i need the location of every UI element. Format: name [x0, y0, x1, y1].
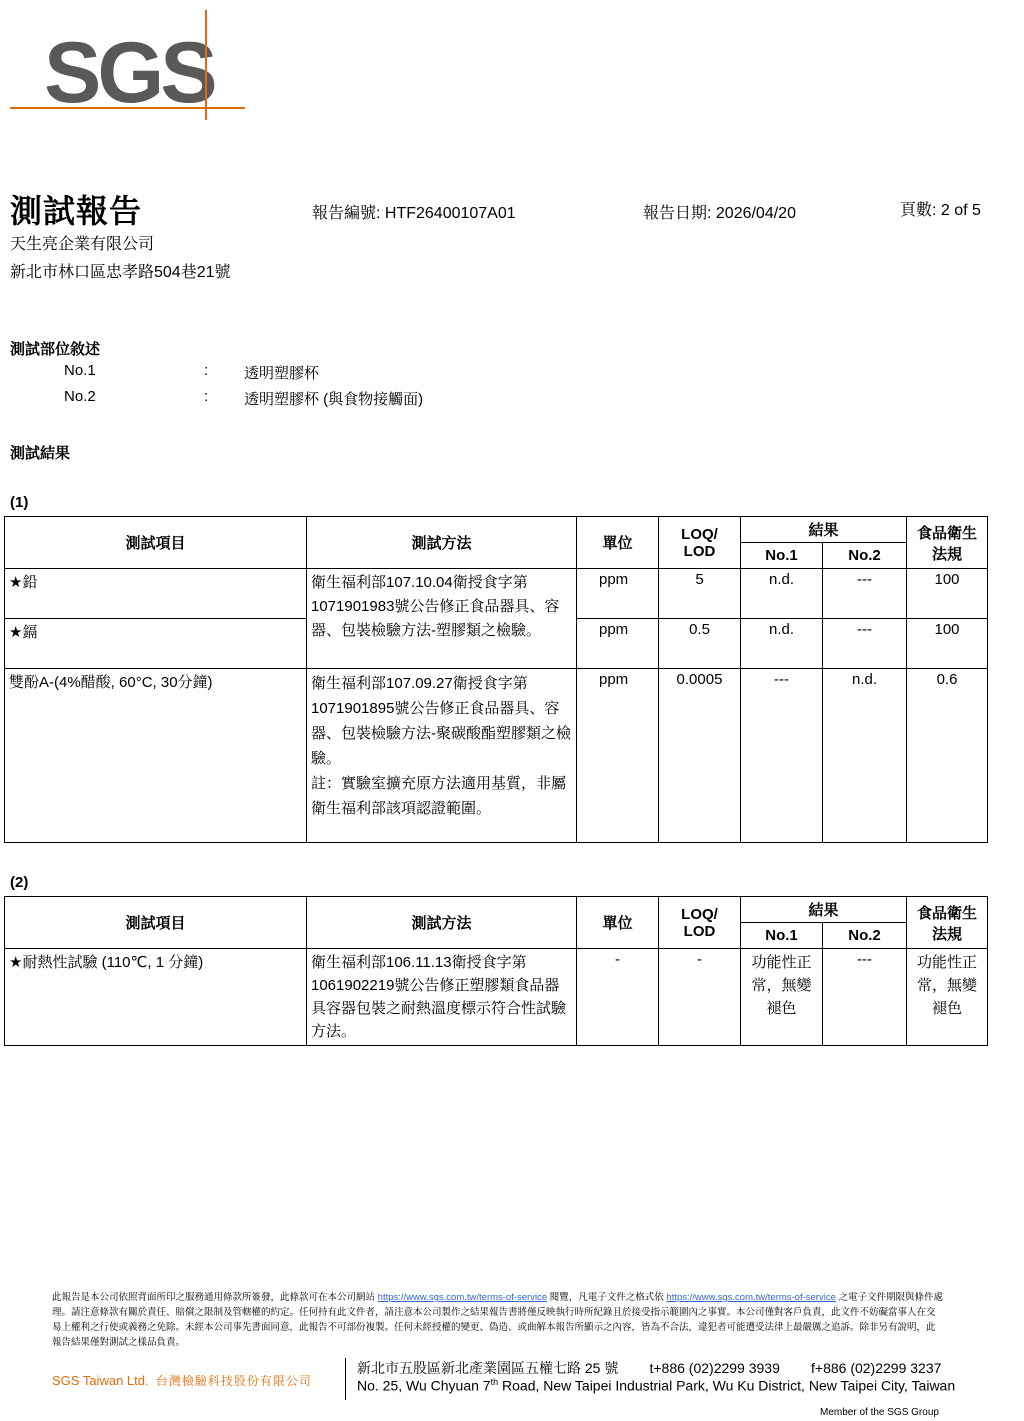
table2-label: (2) [10, 874, 29, 891]
part-no1-desc: 透明塑膠杯 [244, 365, 320, 382]
row-cadmium-item: ★鎘 [5, 619, 307, 669]
header-no1: No.1 [741, 543, 823, 569]
row-heat-no1: 功能性正常，無變褪色 [741, 949, 823, 1046]
footer-fax: f+886 (02)2299 3237 [811, 1360, 942, 1376]
row-heat-regulation: 功能性正常，無變褪色 [907, 949, 988, 1046]
part-no1-colon: : [204, 362, 209, 379]
sgs-taiwan-name: SGS Taiwan Ltd. 台灣檢驗科技股份有限公司 [52, 1373, 312, 1388]
row-cadmium-unit: ppm [577, 619, 659, 669]
header-test-item: 測試項目 [5, 517, 307, 569]
parts-heading: 測試部位敘述 [10, 341, 101, 358]
footer-address-en: No. 25, Wu Chyuan 7th Road, New Taipei Industrial Park, Wu Ku District, New Taipei City, Taiwan [357, 1377, 956, 1394]
header-no2: No.2 [823, 543, 907, 569]
row-bpa-no1: --- [741, 669, 823, 843]
row-heat-no2: --- [823, 949, 907, 1046]
row-lead-item: ★鉛 [5, 569, 307, 619]
row-bpa-loq: 0.0005 [659, 669, 741, 843]
results-table-1 [4, 516, 988, 843]
footer-disclaimer: 此報告是本公司依照背面所印之服務通用條款所簽發，此條款可在本公司網站 https://www.sgs.com.tw/terms-of-service 閱覽，凡電子文件之格式依 https://www.sgs.com.tw/terms-of-service 之電子文件期限與條件處理。請注意條款有關於責任、賠償之限制及管轄權的約定。任何持有此文件者，請注意本公司製作之結果報告書將僅反映執行時所紀錄且於接受指示範圍內之事實。本公司僅對客戶負責，此文件不妨礙當事人在交易上權利之行使或義務之免除。未經本公司事先書面同意，此報告不可部份複製。任何未經授權的變更、偽造、或曲解本報告所顯示之內容，皆為不合法，違犯者可能遭受法律上最嚴厲之追訴。除非另有說明，此報告結果僅對測試之樣品負責。 [52, 1292, 944, 1348]
row-cadmium-loq: 0.5 [659, 619, 741, 669]
terms-link-1[interactable]: https://www.sgs.com.tw/terms-of-service [377, 1292, 548, 1303]
header2-loq: LOQ/ LOD [659, 897, 741, 949]
row-bpa-method [307, 669, 577, 843]
part-no2-label: No.2 [64, 388, 96, 405]
report-number: 報告編號: HTF26400107A01 [312, 205, 516, 222]
row-cadmium-no1: n.d. [741, 619, 823, 669]
header2-unit: 單位 [577, 897, 659, 949]
header-loq: LOQ/ LOD [659, 517, 741, 569]
footer-divider [345, 1358, 346, 1400]
page-number: 頁數: 2 of 5 [900, 202, 981, 219]
header2-no2: No.2 [823, 923, 907, 949]
header-test-method: 測試方法 [307, 517, 577, 569]
header-unit: 單位 [577, 517, 659, 569]
report-title: 測試報告 [10, 193, 143, 229]
part-no1-label: No.1 [64, 362, 96, 379]
row-bpa-item: 雙酚A-(4%醋酸, 60°C, 30分鐘) [5, 669, 307, 843]
row-bpa-no2: n.d. [823, 669, 907, 843]
company-name: 天生亮企業有限公司 [10, 236, 155, 253]
terms-link-2[interactable]: https://www.sgs.com.tw/terms-of-service [666, 1292, 836, 1303]
header-result: 結果 [741, 517, 907, 543]
row-lead-loq: 5 [659, 569, 741, 619]
row-lead-cadmium-method: 衛生福利部107.10.04衛授食字第1071901983號公告修正食品器具、容器、包裝檢驗方法-塑膠類之檢驗。 [307, 569, 577, 669]
header2-no1: No.1 [741, 923, 823, 949]
sgs-taiwan-name-zh: 台灣檢驗科技股份有限公司 [155, 1374, 312, 1388]
header-regulation: 食品衛生 法規 [907, 517, 988, 569]
row-bpa-unit: ppm [577, 669, 659, 843]
part-no2-colon: : [204, 388, 209, 405]
footer-tel: t+886 (02)2299 3939 [649, 1360, 780, 1376]
row-lead-regulation: 100 [907, 569, 988, 619]
footer-member: Member of the SGS Group [820, 1407, 939, 1418]
row-bpa-note: 註：實驗室擴充原方法適用基質，非屬衛生福利部該項認證範圍。 [311, 775, 567, 817]
header2-regulation: 食品衛生 法規 [907, 897, 988, 949]
row-heat-loq: - [659, 949, 741, 1046]
sgs-logo [10, 10, 250, 120]
footer-address-zh: 新北市五股區新北產業園區五權七路 25 號 t+886 (02)2299 3939 f+886 (02)2299 3237 [357, 1360, 942, 1376]
header2-result: 結果 [741, 897, 907, 923]
row-lead-unit: ppm [577, 569, 659, 619]
row-heat-method: 衛生福利部106.11.13衛授食字第1061902219號公告修正塑膠類食品器具容器包裝之耐熱溫度標示符合性試驗方法。 [307, 949, 577, 1046]
row-bpa-method-text: 衛生福利部107.09.27衛授食字第1071901895號公告修正食品器具、容器、包裝檢驗方法-聚碳酸酯塑膠類之檢驗。 [311, 675, 571, 767]
header2-test-item: 測試項目 [5, 897, 307, 949]
row-cadmium-no2: --- [823, 619, 907, 669]
results-table-2 [4, 896, 988, 1046]
company-address: 新北市林口區忠孝路504巷21號 [10, 264, 231, 281]
header2-test-method: 測試方法 [307, 897, 577, 949]
report-date: 報告日期: 2026/04/20 [643, 205, 796, 222]
row-cadmium-regulation: 100 [907, 619, 988, 669]
row-bpa-regulation: 0.6 [907, 669, 988, 843]
row-lead-no1: n.d. [741, 569, 823, 619]
row-lead-no2: --- [823, 569, 907, 619]
row-heat-item: ★耐熱性試驗 (110℃, 1 分鐘) [5, 949, 307, 1046]
row-heat-unit: - [577, 949, 659, 1046]
results-heading: 測試結果 [10, 445, 71, 462]
svg-text:SGS: SGS [44, 25, 214, 120]
table1-label: (1) [10, 494, 29, 511]
part-no2-desc: 透明塑膠杯 (與食物接觸面) [244, 391, 424, 408]
